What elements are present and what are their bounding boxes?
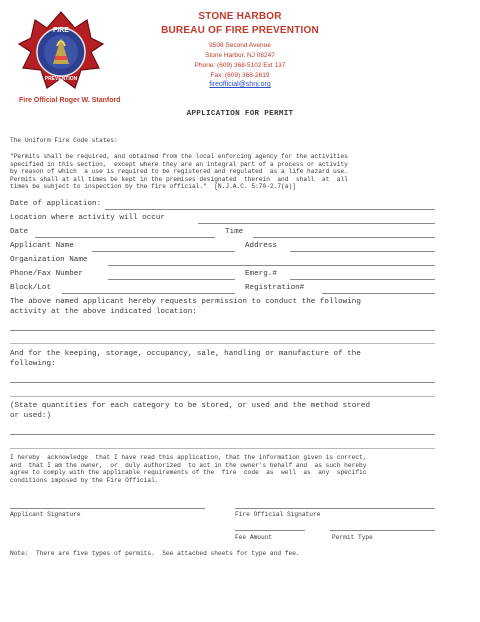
permit-type-label: Permit Type: [332, 534, 373, 541]
block-lot-field[interactable]: [62, 293, 235, 294]
fee-amount-field[interactable]: [235, 530, 305, 531]
fax-line: Fax: (609) 368-2619: [210, 72, 270, 79]
keeping-text-line-1: And for the keeping, storage, occupancy, sale, handling or manufacture of the: [10, 350, 361, 358]
block-lot-label: Block/Lot: [10, 284, 52, 292]
keeping-text-line-2: following:: [10, 360, 56, 368]
fire-official-signature-label: Fire Official Signature: [235, 511, 321, 518]
time-field[interactable]: [253, 237, 435, 238]
quote-line: specified in this section, except where they are an integral part of a process or activity: [10, 160, 348, 168]
applicant-signature-field[interactable]: [10, 508, 205, 509]
fire-official-name: Fire Official Roger W. Stanford: [19, 97, 121, 104]
applicant-name-label: Applicant Name: [10, 242, 74, 250]
form-title: APPLICATION FOR PERMIT: [186, 110, 294, 118]
time-label: Time: [225, 228, 244, 236]
registration-field[interactable]: [322, 293, 435, 294]
ack-line: conditions imposed by the Fire Official.: [10, 476, 159, 484]
organization-name-label: Organization Name: [10, 256, 88, 264]
badge-text-bottom: PREVENTION: [44, 76, 78, 82]
date-field[interactable]: [35, 237, 215, 238]
permit-type-field[interactable]: [330, 530, 435, 531]
date-of-application-field[interactable]: [105, 209, 435, 210]
acknowledgement-text: [10, 454, 472, 484]
request-text-line-1: The above named applicant hereby requests permission to conduct the following: [10, 298, 361, 306]
note-text: Note: There are five types of permits. See attached sheets for type and fee.: [10, 550, 300, 557]
quote-line: Permits shall at all times be kept in the premises designated therein and shall at all: [10, 175, 348, 183]
quote-line: by reason of which a use is required to be registered and regulated as a life hazard use.: [10, 168, 348, 175]
applicant-signature-label: Applicant Signature: [10, 511, 81, 518]
ack-line: and that I am the owner, or duly authorized to act in the owner's behalf and as such hereby: [10, 461, 367, 469]
quantities-text-line-2: or used:): [10, 412, 52, 420]
phone-fax-field[interactable]: [108, 279, 235, 280]
address-line-1: 9508 Second Avenue: [209, 42, 271, 49]
emerg-label: Emerg.#: [245, 270, 277, 278]
org-name: STONE HARBOR: [198, 11, 282, 22]
ack-line: I hereby acknowledge that I have read this application, that the information given is correct,: [10, 454, 367, 461]
organization-name-field[interactable]: [108, 265, 435, 266]
phone-line: Phone: (609) 368-5102 Ext 137: [194, 62, 286, 69]
keeping-field-2[interactable]: [10, 396, 435, 397]
activity-field-2[interactable]: [10, 343, 435, 344]
email-link[interactable]: fireofficial@shnj.org: [209, 81, 271, 88]
emerg-field[interactable]: [290, 279, 435, 280]
date-of-application-label: Date of application:: [10, 200, 102, 208]
address-line-2: Stone Harbor, NJ 08247: [205, 52, 275, 59]
fee-amount-label: Fee Amount: [235, 534, 273, 541]
quantities-text-line-1: (State quantities for each category to be stored, or used and the method stored: [10, 402, 371, 410]
quote-line: "Permits shall be required, and obtained from the local enforcing agency for the activities: [10, 153, 348, 160]
badge-text-top: FIRE: [53, 27, 69, 34]
applicant-name-field[interactable]: [92, 251, 235, 252]
quantities-field-2[interactable]: [10, 448, 435, 449]
ack-line: agree to comply with the applicable requirements of the fire code as well as any specific: [10, 469, 367, 476]
address-field[interactable]: [290, 251, 435, 252]
date-label: Date: [10, 228, 29, 236]
fire-official-signature-field[interactable]: [235, 508, 435, 509]
quantities-field-1[interactable]: [10, 434, 435, 435]
registration-label: Registration#: [245, 284, 305, 292]
intro-text: The Uniform Fire Code states:: [10, 137, 118, 144]
code-quote: [10, 153, 470, 191]
request-text-line-2: activity at the above indicated location:: [10, 308, 197, 316]
location-label: Location where activity will occur: [10, 214, 165, 222]
activity-field-1[interactable]: [10, 330, 435, 331]
bureau-name: BUREAU OF FIRE PREVENTION: [161, 25, 319, 36]
location-field[interactable]: [198, 223, 435, 224]
quote-line: times be subject to inspection by the fire official." [N.J.A.C. 5:70-2.7(a)]: [10, 183, 296, 190]
keeping-field-1[interactable]: [10, 382, 435, 383]
phone-fax-label: Phone/Fax Number: [10, 270, 83, 278]
address-label: Address: [245, 242, 277, 250]
